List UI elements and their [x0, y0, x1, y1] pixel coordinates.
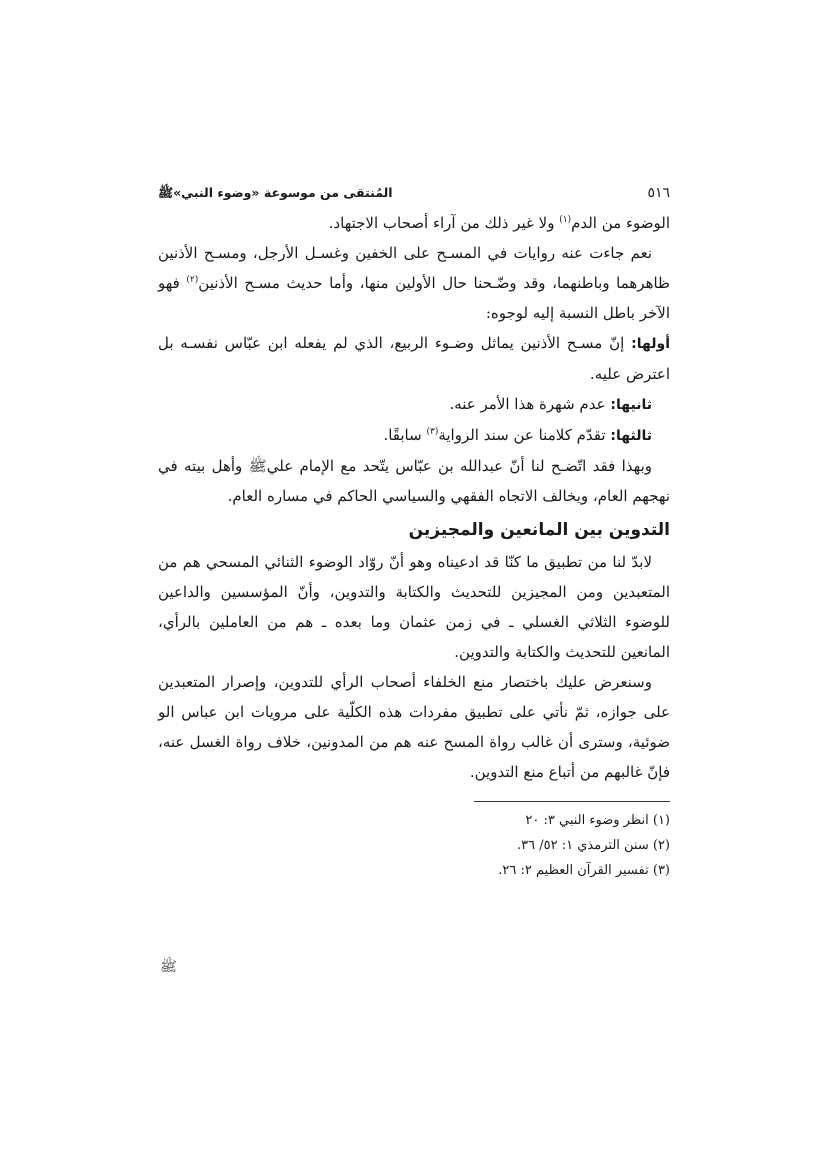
footnote-ref-1: (١): [559, 215, 572, 225]
bottom-mark: ﷺ: [160, 959, 177, 975]
footnote-ref-2: (٢): [186, 275, 199, 285]
text-run: الوضوء من الدم: [571, 214, 670, 232]
text-run: عدم شهرة هذا الأمر عنه.: [449, 395, 606, 413]
footnote-3: (٣) تفسير القرآن العظيم ٢: ٢٦.: [498, 863, 670, 878]
reason-label-3: ثالثها:: [605, 428, 652, 444]
paragraph-second-reason: [158, 389, 670, 420]
text-run: فهو الآخر باطل النسبة إليه لوجوه:: [158, 274, 670, 322]
running-header: [158, 178, 670, 208]
book-title: المُنتقى من موسوعة «وضوء النبي»ﷺ: [158, 185, 393, 200]
footnote-1: (١) انظر وضوء النبي ٣: ٢٠: [525, 813, 670, 828]
page-number: ٥١٦: [647, 185, 670, 201]
text-run: سابقًا.: [383, 426, 427, 444]
reason-label-2: ثانيها:: [605, 397, 652, 413]
paragraph-first-reason: [158, 328, 670, 389]
text-run: تقدّم كلامنا عن سند الرواية: [438, 426, 606, 444]
reason-label-1: أولها:: [624, 336, 670, 352]
text-run: إنّ مسـح الأذنين يماثل وضـوء الربيع، الذي لم يفعله ابن عبّاس نفسـه بل اعترض عليه.: [158, 334, 670, 383]
text-run: نعم جاءت عنه روايات في المسـح على الخفين وغسـل الأرجل، ومسـح الأذنين ظاهرهما وباطنهما، وقد وضّـحنا حال الأولين منها، وأما حديث مسـح الأذنين: [158, 244, 670, 292]
page-body: [158, 178, 670, 883]
section-heading: التدوين بين المانعين والمجيزين: [408, 520, 670, 540]
paragraph-2: [158, 238, 670, 328]
footnote-divider: [474, 801, 670, 802]
paragraph-conclusion: وبهذا فقد اتّضـح لنا أنّ عبدالله بن عبّاس يتّحد مع الإمام عليﷺ وأهل بيته في نهجهم العام، ويخالف الاتجاه الفقهي والسياسي الحاكم في مساره العام.: [158, 457, 670, 505]
paragraph-third-reason: [158, 420, 670, 451]
paragraph-section-2: وسنعرض عليك باختصار منع الخلفاء أصحاب الرأي للتدوين، وإصرار المتعبدين على جوازه، ثمّ نأتي على تطبيق مفردات هذه الكلّية على مرويات ابن عباس الو ضوئية، وسترى أن غالب رواة المسح عنه هم من المدونين، خلاف رواة الغسل عنه، فإنّ غالبهم من أتباع منع التدوين.: [158, 673, 670, 781]
footnote-ref-3: (٣): [426, 427, 439, 437]
footnote-2: (٢) سنن الترمذي ١: ٥٢/ ٣٦.: [517, 838, 670, 853]
paragraph-section-1: لابدّ لنا من تطبيق ما كنّا قد ادعيناه وهو أنّ روّاد الوضوء الثنائي المسحي هم من المتعبدين ومن المجيزين للتحديث والكتابة والتدوين، وأنّ المؤسسين والداعين للوضوء الثلاثي الغسلي ـ في زمن عثمان وما بعده ـ هم من العاملين بالرأي، المانعين للتحديث والكتابة والتدوين.: [158, 553, 670, 661]
text-run: ولا غير ذلك من آراء أصحاب الاجتهاد.: [328, 214, 560, 232]
paragraph-1: [158, 208, 670, 238]
